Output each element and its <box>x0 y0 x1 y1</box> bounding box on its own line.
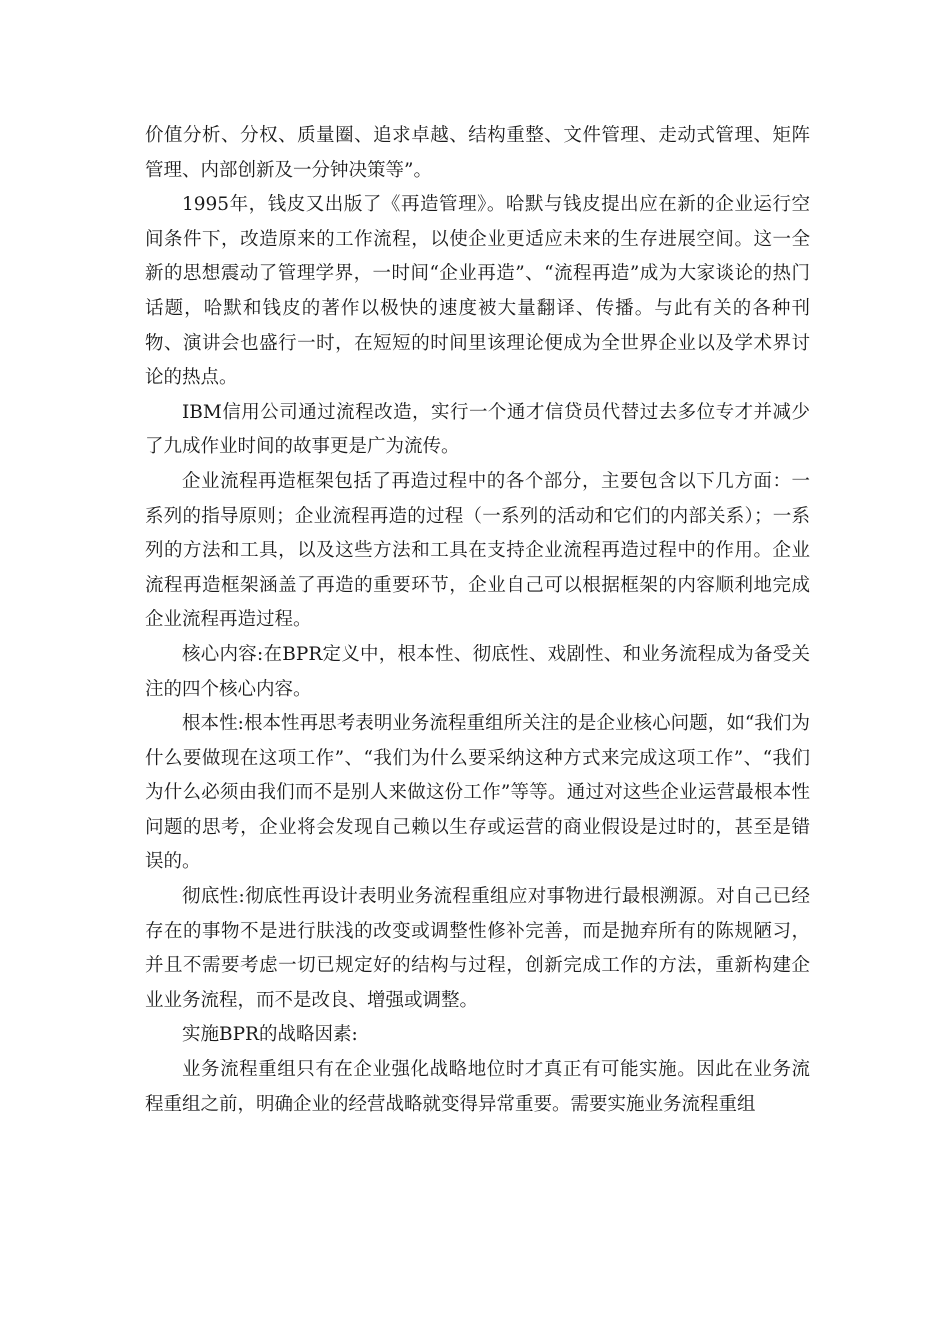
paragraph-8: 实施BPR的战略因素: <box>182 1024 358 1046</box>
document-body <box>145 119 810 1122</box>
paragraph-7: 彻底性:彻底性再设计表明业务流程重组应对事物进行最根溯源。对自己已经存在的事物不是进行肤浅的改变或调整性修补完善，而是抛弃所有的陈规陋习，并且不需要考虑一切已规定好的结构与过程，创新完成工作的方法，重新构建企业业务流程，而不是改良、增强或调整。 <box>145 886 810 1011</box>
paragraph-1: 价值分析、分权、质量圈、追求卓越、结构重整、文件管理、走动式管理、矩阵管理、内部创新及一分钟决策等”。 <box>145 125 810 181</box>
paragraph-2: 1995年，钱皮又出版了《再造管理》。哈默与钱皮提出应在新的企业运行空间条件下，改造原来的工作流程，以使企业更适应未来的生存进展空间。这一全新的思想震动了管理学界，一时间“企业再造”、“流程再造”成为大家谈论的热门话题，哈默和钱皮的著作以极快的速度被大量翻译、传播。与此有关的各种刊物、演讲会也盛行一时，在短短的时间里该理论便成为全世界企业以及学术界讨论的热点。 <box>145 194 810 389</box>
paragraph-9: 业务流程重组只有在企业强化战略地位时才真正有可能实施。因此在业务流程重组之前，明确企业的经营战略就变得异常重要。需要实施业务流程重组 <box>145 1059 810 1115</box>
paragraph-6: 根本性:根本性再思考表明业务流程重组所关注的是企业核心问题，如“我们为什么要做现在这项工作”、“我们为什么要采纳这种方式来完成这项工作”、“我们为什么必须由我们而不是别人来做这份工作”等等。通过对这些企业运营最根本性问题的思考，企业将会发现自己赖以生存或运营的商业假设是过时的，甚至是错误的。 <box>145 713 810 873</box>
paragraph-5: 核心内容:在BPR定义中，根本性、彻底性、戏剧性、和业务流程成为备受关注的四个核心内容。 <box>145 643 810 700</box>
paragraph-4: 企业流程再造框架包括了再造过程中的各个部分，主要包含以下几方面：一系列的指导原则；企业流程再造的过程（一系列的活动和它们的内部关系）；一系列的方法和工具，以及这些方法和工具在支持企业流程再造过程中的作用。企业流程再造框架涵盖了再造的重要环节，企业自己可以根据框架的内容顺利地完成企业流程再造过程。 <box>145 470 810 631</box>
paragraph-3: IBM信用公司通过流程改造，实行一个通才信贷员代替过去多位专才并减少了九成作业时间的故事更是广为流传。 <box>145 401 810 458</box>
